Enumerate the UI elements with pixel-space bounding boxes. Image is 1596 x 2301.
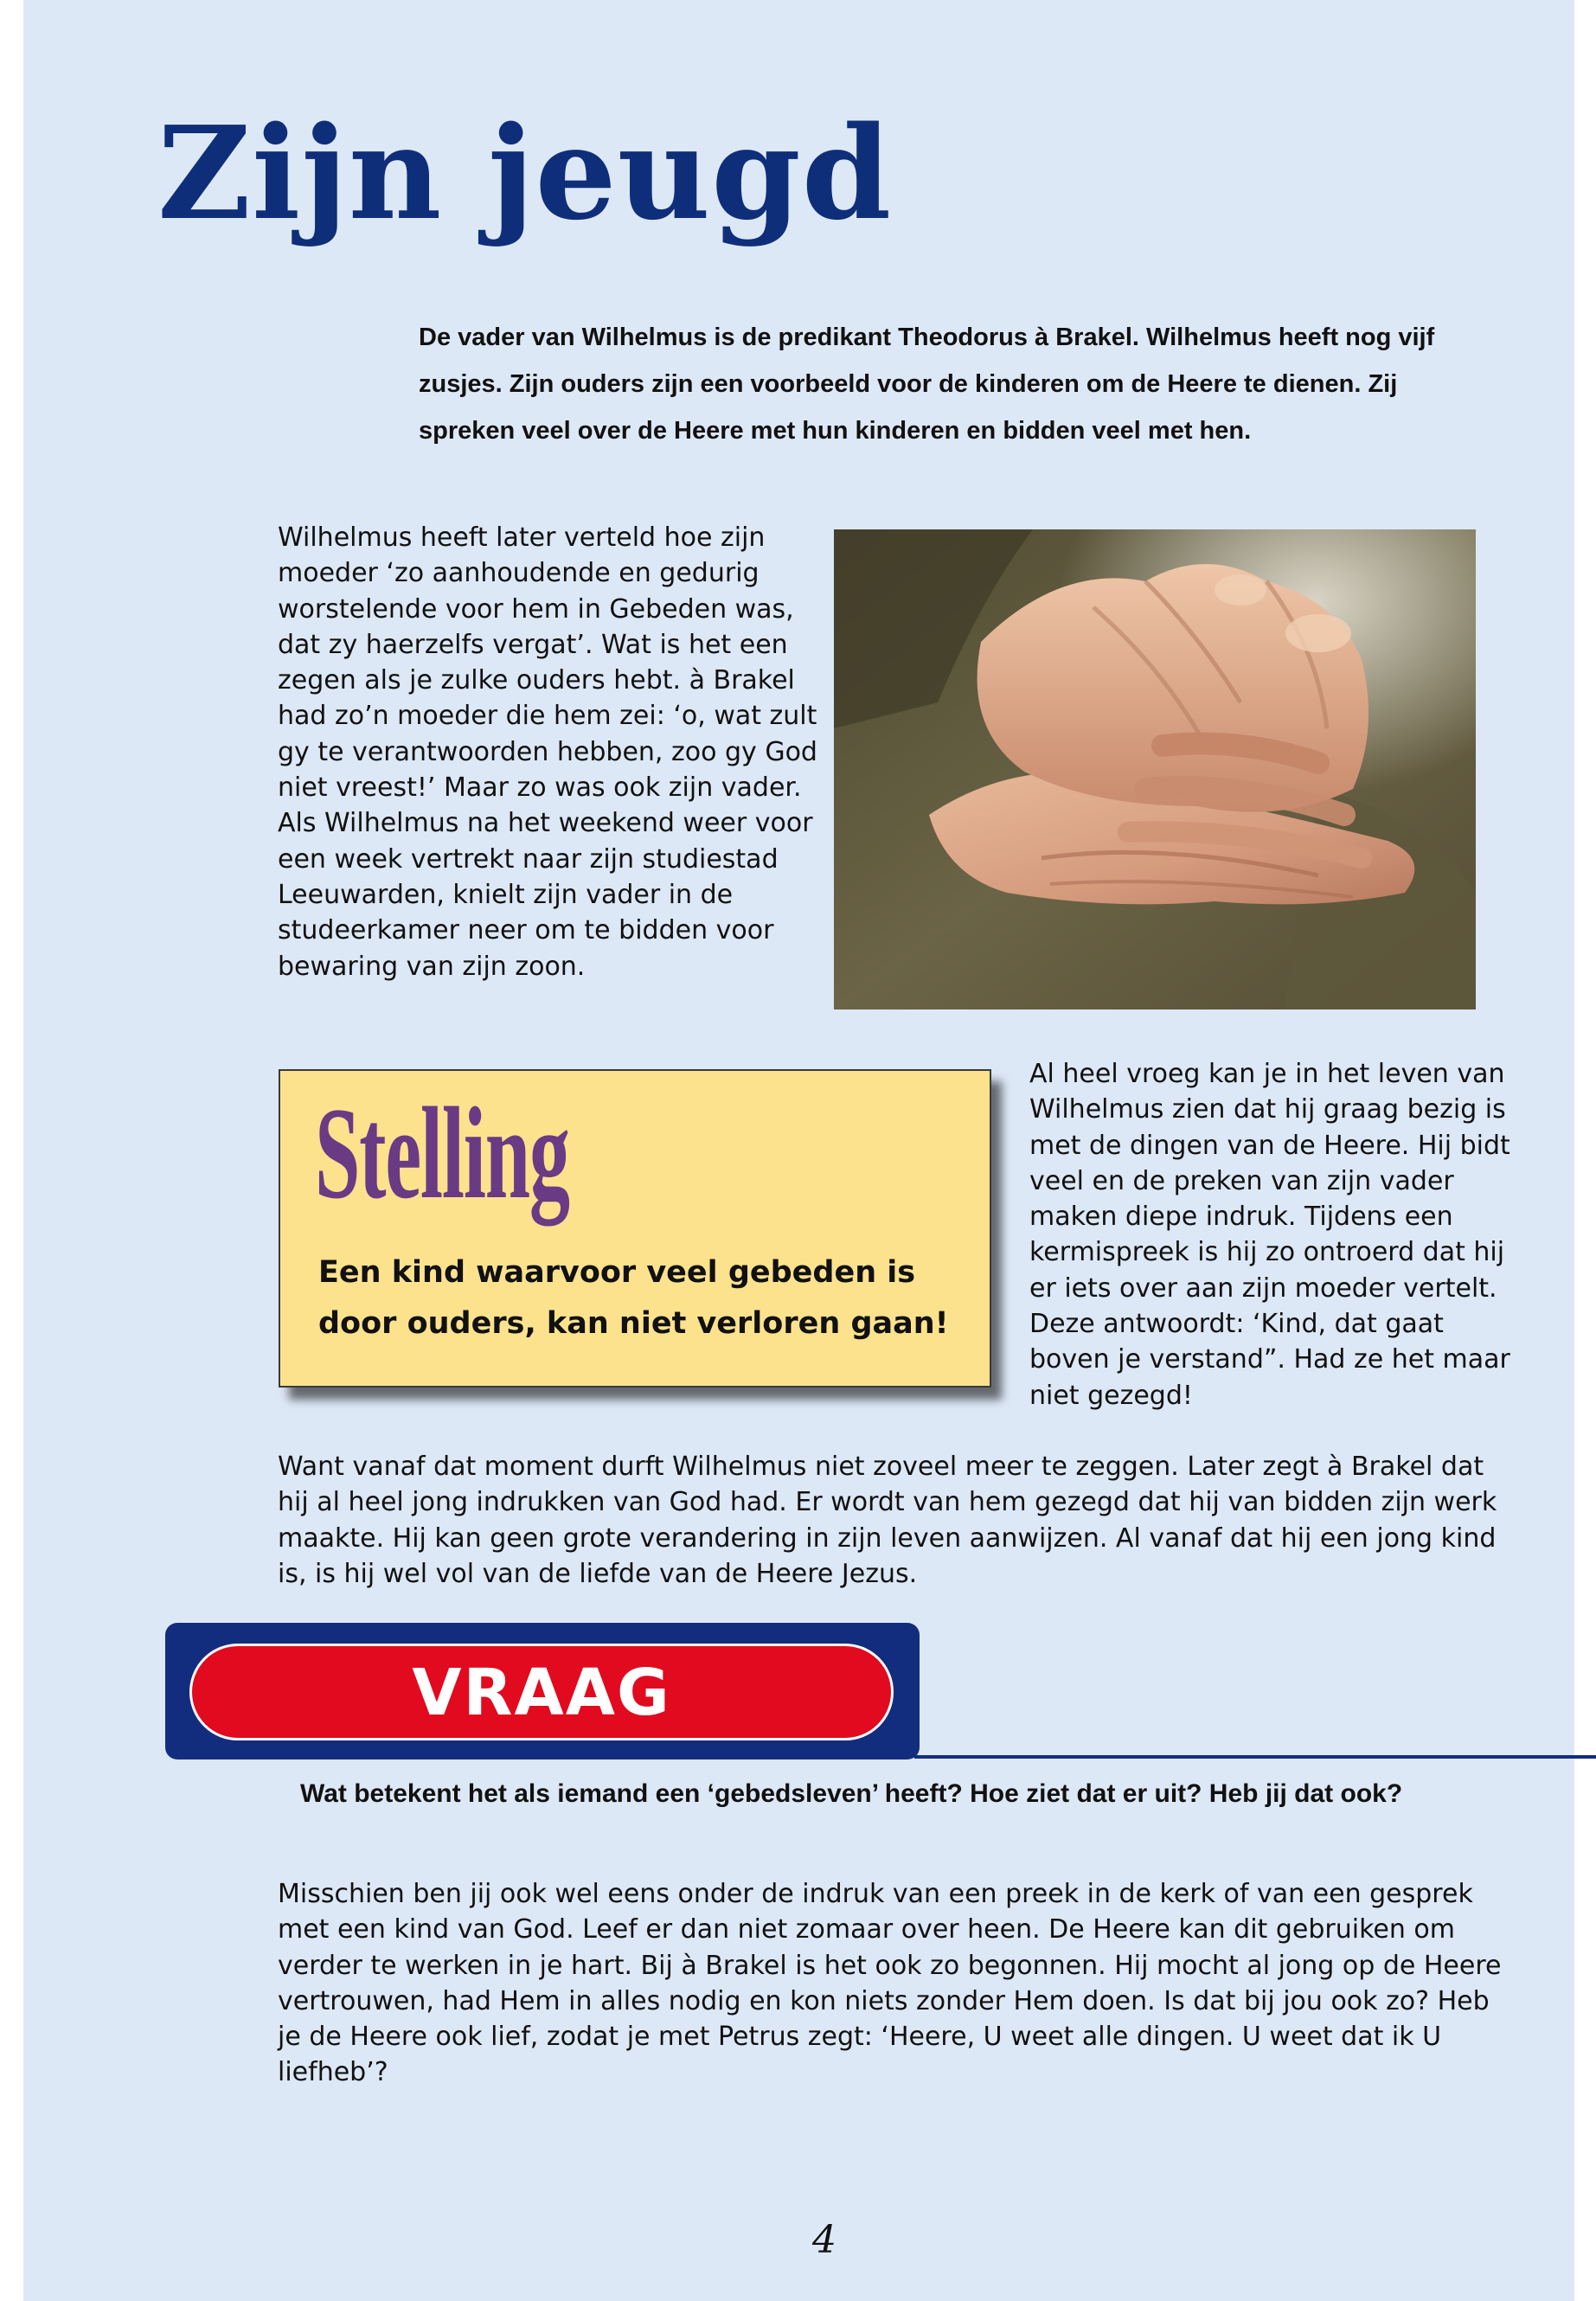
page — [23, 0, 1574, 2301]
paragraph-early-life: Al heel vroeg kan je in het leven van Wilhelmus zien dat hij graag bezig is met de dingen van de Heere. Hij bidt veel en de preken van zijn vader maken diepe indruk. Tijdens een kermispreek is hij zo ontroerd dat hij er iets over aan zijn moeder vertelt. Deze antwoordt: ‘Kind, dat gaat boven je verstand”. Had ze het maar niet gezegd! — [1029, 1059, 1510, 1411]
stelling-statement: Een kind waarvoor veel gebeden is door ouders, kan niet verloren gaan! — [318, 1255, 949, 1341]
folded-hands-photo — [834, 529, 1476, 1009]
vraag-question: Wat betekent het als iemand een ‘gebedsleven’ heeft? Hoe ziet dat er uit? Heb jij dat ook? — [300, 1779, 1403, 1808]
paragraph-mother-prayer: Wilhelmus heeft later verteld hoe zijn moeder ‘zo aanhoudende en gedurig worstelende voor hem in Gebeden was, dat zy haerzelfs vergat’. Wat is het een zegen als je zulke ouders hebt. à Brakel had zo’n moeder die hem zei: ‘o, wat zult gy te verantwoorden hebben, zoo gy God niet vreest!’ Maar zo was ook zijn vader. Als Wilhelmus na het weekend weer voor een week vertrekt naar zijn studiestad Leeuwarden, knielt zijn vader in de studeerkamer neer om te bidden voor bewaring van zijn zoon. — [278, 522, 817, 982]
vraag-banner — [165, 1623, 920, 1759]
vraag-divider-line — [914, 1755, 1596, 1759]
vraag-pill — [189, 1644, 894, 1740]
paragraph-closing: Misschien ben jij ook wel eens onder de indruk van een preek in de kerk of van een gesprek met een kind van God. Leef er dan niet zomaar over heen. De Heere kan dit gebruiken om verder te werken in je hart. Bij à Brakel is het ook zo begonnen. Hij mocht al jong op de Heere vertrouwen, had Hem in alles nodig en kon niets zonder Hem doen. Is dat bij jou ook zo? Heb je de Heere ook lief, zodat je met Petrus zegt: ‘Heere, U weet alle dingen. U weet dat ik U liefheb’? — [278, 1879, 1502, 2088]
page-number: 4 — [812, 2218, 836, 2262]
paragraph-from-that-moment: Want vanaf dat moment durft Wilhelmus niet zoveel meer te zeggen. Later zegt à Brakel dat hij al heel jong indrukken van God had. Er wordt van hem gezegd dat hij van bidden zijn werk maakte. Hij kan geen grote verandering in zijn leven aanwijzen. Al vanaf dat hij een jong kind is, is hij wel vol van de liefde van de Heere Jezus. — [278, 1452, 1497, 1589]
stelling-title: Stelling — [315, 1080, 569, 1226]
intro-text: De vader van Wilhelmus is de predikant Theodorus à Brakel. Wilhelmus heeft nog vijf zusjes. Zijn ouders zijn een voorbeeld voor de kinderen om de Heere te dienen. Zij spreken veel over de Heere met hun kinderen en bidden veel met hen. — [419, 324, 1435, 445]
page-title: Zijn jeugd — [157, 98, 893, 248]
vraag-label: VRAAG — [412, 1656, 671, 1730]
stelling-box — [279, 1069, 991, 1388]
